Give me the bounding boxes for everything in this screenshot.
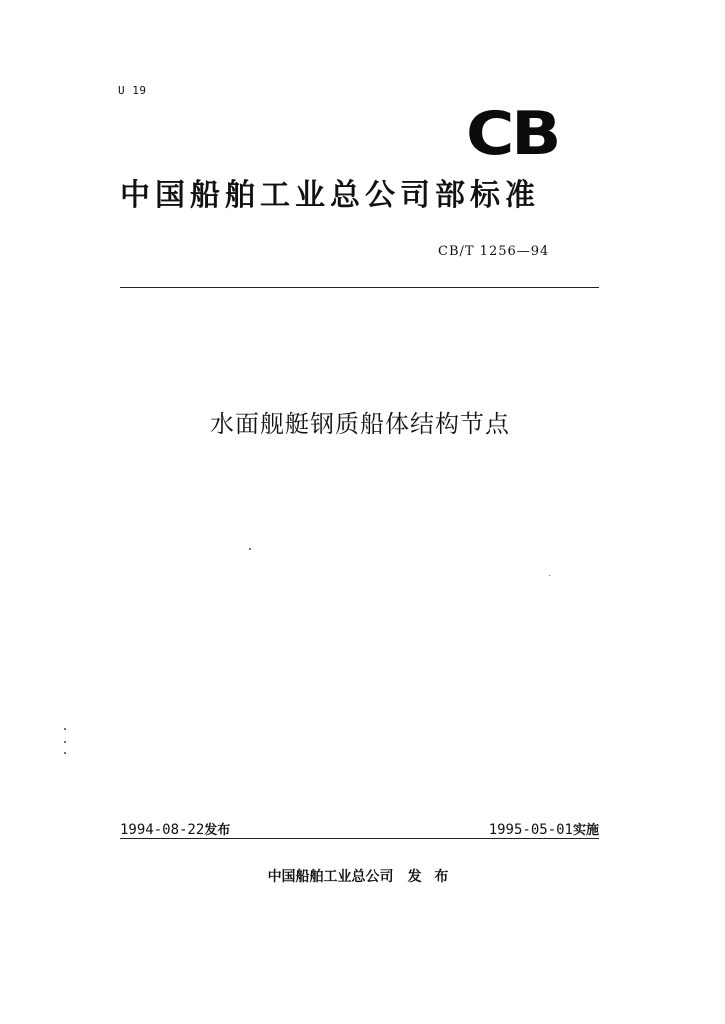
effective-label: 实施 (572, 823, 599, 838)
standard-number: CB/T 1256—94 (438, 244, 550, 259)
release-date-block (120, 819, 230, 838)
dates-row (120, 816, 599, 838)
scan-speck (64, 741, 66, 743)
effective-date-block (489, 819, 599, 838)
footer-divider (120, 838, 599, 839)
scan-speck (549, 575, 550, 576)
effective-date: 1995-05-01 (488, 822, 573, 838)
scan-speck (249, 548, 251, 550)
classification-code: U 19 (118, 84, 147, 97)
cb-logo: CB (466, 99, 559, 169)
document-title: 水面舰艇钢质船体结构节点 (210, 410, 510, 438)
organization-standard-title: 中国船舶工业总公司部标准 (120, 178, 540, 213)
header-divider (120, 287, 599, 288)
release-label: 发布 (204, 823, 231, 838)
publisher-org: 中国船舶工业总公司 (267, 869, 394, 885)
scan-speck (64, 728, 66, 730)
release-date: 1994-08-22 (120, 822, 205, 838)
scan-speck (64, 752, 66, 754)
publisher-action: 发 布 (407, 869, 453, 885)
publisher-line (120, 866, 600, 886)
